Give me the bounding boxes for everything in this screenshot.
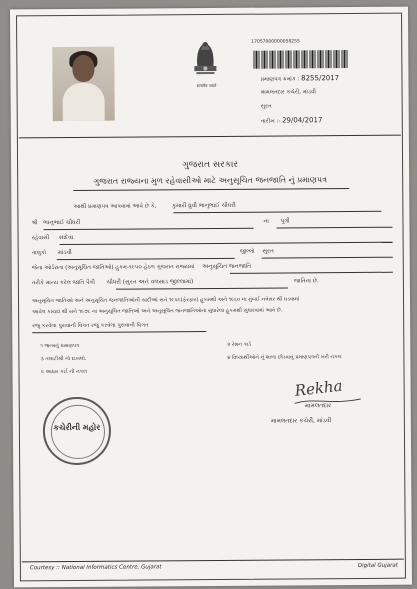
certificate-number-row xyxy=(260,74,339,84)
taluka-value: માંડવી xyxy=(57,249,72,257)
taluka-label: તાલુકો xyxy=(31,250,47,257)
village-value: સાદેવા xyxy=(58,234,74,242)
document-item-2: ૨ રેશન કાર્ડ xyxy=(227,341,252,348)
father-name: ભાનુભાઈ ચૌધરી xyxy=(43,219,81,227)
taluka-line xyxy=(32,250,72,257)
signatory-designation: મામલતદાર xyxy=(304,402,332,410)
barcode-number: 17057000000058255 xyxy=(251,39,300,45)
relation-value: પુત્રી xyxy=(280,218,290,225)
tribe-suffix: જાતિના છે. xyxy=(293,278,319,285)
paragraph-line-2: આવેલ કાયદા થી સને ૧૯૭૬ ના અનુસૂચિત જાતિઓ અને અનુસૂચિત જનજાતિઓના સુધારેલા હુકમથી સુધારવામાં આવે છે. xyxy=(32,307,283,316)
certificate-number-label: પ્રમાણપત્ર ક્રમાંક : xyxy=(260,76,300,83)
document-item-3: ૩ તલાટીશ્રી નો દાખલો. xyxy=(40,355,87,363)
certificate-number: 8255/2017 xyxy=(301,74,340,83)
district-label: જીલ્લો xyxy=(239,248,255,255)
tribe-line xyxy=(32,279,193,287)
candidate-name: કુમારી ધ્રુવી ભાનુભાઈ ચૌધરી xyxy=(172,202,236,210)
national-emblem-icon xyxy=(190,36,220,80)
document-item-1: ૧ જન્મનું પ્રમાણપત્ર xyxy=(40,342,80,350)
village-line xyxy=(32,235,74,242)
footer-digital-gujarat: Digital Gujarat xyxy=(357,562,398,569)
emblem-motto: सत्यमेव जयते xyxy=(196,82,217,89)
issuing-district: સુરત xyxy=(260,103,272,110)
government-title: ગુજરાત સરકાર xyxy=(182,159,239,171)
district-value: સુરત xyxy=(262,248,274,255)
document-item-5: ૫ આધાર કાર્ડ ની નકલ xyxy=(40,368,88,376)
issue-date-row xyxy=(261,116,323,125)
issue-date-label: તારીખ :- xyxy=(260,118,281,125)
candidate-photo xyxy=(52,47,115,121)
office-seal xyxy=(43,397,111,465)
document-item-4: ૪ વિધ્યાર્થીઓને નું શાળા છોડવાનું પ્રમાણપત્રની ખરી નકલ xyxy=(227,354,342,361)
certificate-sheet xyxy=(10,7,412,588)
recognised-label: તરીકે માન્ય કરેલ જાતિ પૈકી xyxy=(31,279,95,287)
certificate-title: ગુજરાત રાજ્યના મુળ રહેવાસીઓ માટે અનુસૂચિત જનજાતિ નું પ્રમાણપત્ર xyxy=(93,175,328,186)
photo-face xyxy=(72,55,94,82)
issuing-office: મામલતદાર કચેરી, માંડવી xyxy=(260,89,316,96)
order-text: જેના ઓર્ડરાતા (અનુસૂચિત જાતિઓ) હુકમ-૧૯૫૦ હેઠળ ગુજરાત રાજ્યમાં xyxy=(31,264,195,272)
parent-line xyxy=(31,220,80,227)
shri-label: શ્રી xyxy=(31,220,38,227)
signature: Rekha xyxy=(293,376,344,400)
paragraph-line-1: અનુસૂચિત જાતિઓ અને અનુસૂચિત જનજાતિઓની યાદીઓ સને ૧૯૫૬(ફેરફાર) હુકમથી અને ૧૯૬૦ ના મુંબઈ નવેસર થી ઘડવામાં xyxy=(32,296,300,305)
relation-line xyxy=(263,218,289,225)
issue-date: 29/04/2017 xyxy=(282,116,323,125)
signatory-office: મામલતદાર કચેરી, માંડવી xyxy=(270,417,332,425)
tribe-value: ચૌધરી (સુરત અને વલસાડ જીલ્લામાં) xyxy=(106,279,194,286)
documents-heading: રજુ કરવેલા પુરાવાની વિગત રજુ કરવેલા પુરાવાની વિગત xyxy=(32,322,149,330)
category-value: અનુસૂચિત જનજાતિ xyxy=(202,263,252,271)
relation-label: ના xyxy=(263,218,269,225)
barcode xyxy=(253,50,349,69)
seal-text: કચેરીની મહોર xyxy=(53,422,101,433)
certify-line xyxy=(73,203,235,211)
photo-dress xyxy=(63,83,105,121)
district-line xyxy=(240,249,274,256)
certify-prefix: આથી પ્રમાણપત્ર આપવામાં આવે છે કે, xyxy=(73,203,157,210)
village-label: રહેવાસી xyxy=(31,235,50,242)
footer-courtesy: Courtesy :: National Informatics Centre, Gujarat xyxy=(29,564,162,572)
